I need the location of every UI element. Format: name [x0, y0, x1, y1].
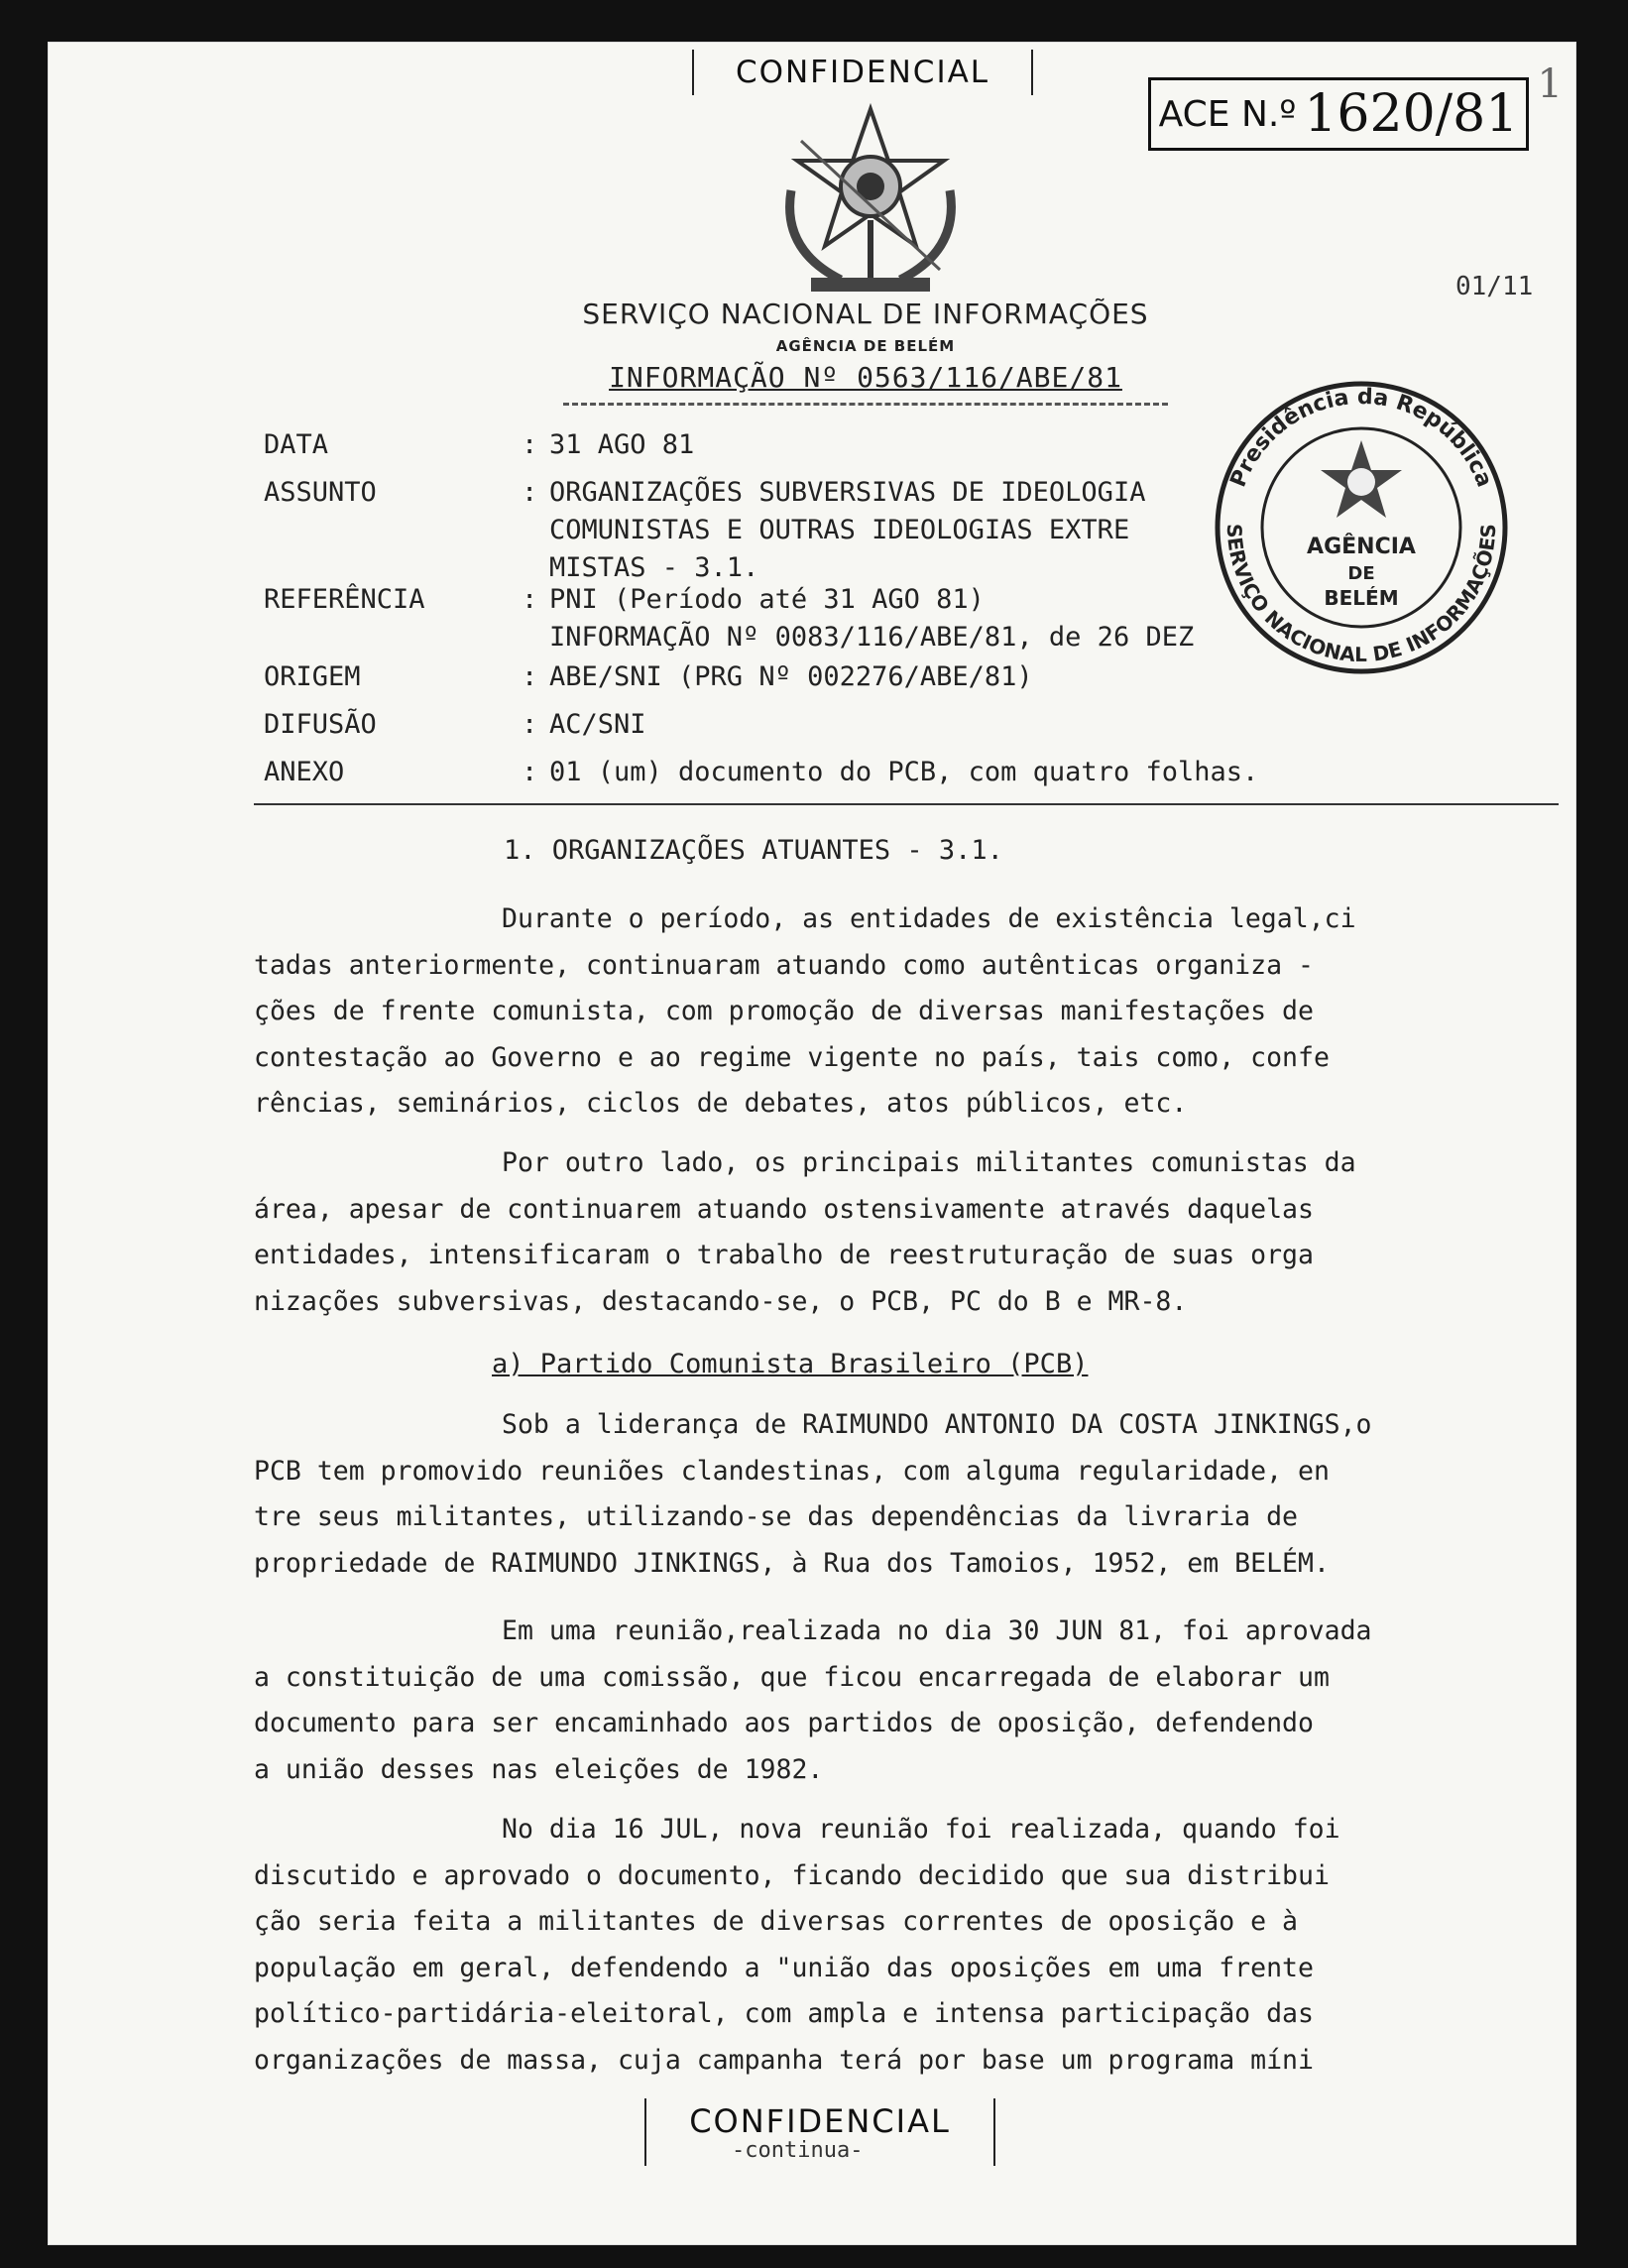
document-page [48, 42, 1576, 2245]
agency-stamp [1198, 379, 1525, 676]
ace-number-box [1148, 77, 1529, 151]
page-number: 01/11 [1455, 272, 1534, 301]
para-line: contestação ao Governo e ao regime vigente no país, tais como, confe [254, 1041, 1330, 1073]
meta-value: ABE/SNI (PRG Nº 002276/ABE/81) [549, 661, 1033, 692]
para-line: a constituição de uma comissão, que ficou encarregada de elaborar um [254, 1661, 1330, 1693]
para-line: área, apesar de continuarem atuando ostensivamente através daquelas [254, 1193, 1314, 1225]
stamp-center-line2: DE [1347, 563, 1375, 584]
stamp-emblem-icon [1321, 440, 1402, 518]
corner-mark: 1 [1537, 61, 1563, 107]
coat-of-arms-icon [761, 101, 980, 309]
classification-header: CONFIDENCIAL [692, 50, 1033, 95]
meta-colon: : [522, 584, 538, 615]
para-line: político-partidária-eleitoral, com ampla e intensa participação das [254, 1998, 1314, 2029]
continua-label: -continua- [732, 2138, 864, 2163]
paragraph-1 [254, 896, 1549, 1128]
para-line: Sob a liderança de RAIMUNDO ANTONIO DA COSTA JINKINGS,o [502, 1409, 1372, 1440]
para-line: Em uma reunião,realizada no dia 30 JUN 81, foi aprovada [502, 1615, 1372, 1646]
subheading-pcb: a) Partido Comunista Brasileiro (PCB) [492, 1349, 1089, 1379]
meta-colon: : [522, 757, 538, 787]
para-line: PCB tem promovido reuniões clandestinas, com alguma regularidade, en [254, 1455, 1330, 1487]
meta-value: 31 AGO 81 [549, 429, 695, 460]
para-line: nizações subversivas, destacando-se, o PCB, PC do B e MR-8. [254, 1285, 1188, 1317]
meta-label: DATA [264, 429, 329, 460]
para-line: ções de frente comunista, com promoção de diversas manifestações de [254, 996, 1314, 1026]
stamp-outer-bottom: SERVIÇO NACIONAL DE INFORMAÇÕES [1221, 523, 1501, 666]
para-line: rências, seminários, ciclos de debates, atos públicos, etc. [254, 1088, 1188, 1119]
stamp-outer-top: Presidência da República [1225, 384, 1497, 491]
section-title: 1. ORGANIZAÇÕES ATUANTES - 3.1. [504, 835, 1003, 866]
para-line: No dia 16 JUL, nova reunião foi realizada, quando foi [502, 1814, 1340, 1845]
meta-label: ASSUNTO [264, 477, 377, 508]
para-line: tadas anteriormente, continuaram atuando como autênticas organiza - [254, 949, 1314, 981]
stamp-center-line3: BELÉM [1324, 586, 1399, 610]
meta-value: AC/SNI [549, 709, 646, 740]
meta-label: DIFUSÃO [264, 709, 377, 740]
para-line: tre seus militantes, utilizando-se das dependências da livraria de [254, 1501, 1298, 1532]
paragraph-3 [254, 1402, 1549, 1587]
para-line: propriedade de RAIMUNDO JINKINGS, à Rua dos Tamoios, 1952, em BELÉM. [254, 1547, 1330, 1579]
para-line: a união desses nas eleições de 1982. [254, 1753, 824, 1785]
ace-number: 1620/81 [1304, 84, 1519, 144]
agency-name: AGÊNCIA DE BELÉM [775, 337, 956, 355]
info-number-underline [563, 403, 1168, 406]
separator-rule [254, 803, 1559, 805]
para-line: ção seria feita a militantes de diversas correntes de oposição e à [254, 1906, 1298, 1937]
meta-label: REFERÊNCIA [264, 584, 425, 615]
paragraph-4 [254, 1609, 1549, 1793]
classification-footer: CONFIDENCIAL [644, 2098, 995, 2166]
meta-colon: : [522, 709, 538, 740]
para-line: documento para ser encaminhado aos partidos de oposição, defendendo [254, 1708, 1314, 1738]
meta-colon: : [522, 429, 538, 460]
meta-label: ANEXO [264, 757, 345, 787]
para-line: entidades, intensificaram o trabalho de reestruturação de suas orga [254, 1240, 1314, 1270]
ace-label: ACE N.º [1158, 93, 1297, 135]
para-line: Por outro lado, os principais militantes comunistas da [502, 1147, 1356, 1178]
paragraph-2 [254, 1140, 1549, 1325]
info-number: INFORMAÇÃO Nº 0563/116/ABE/81 [609, 361, 1122, 394]
meta-value: PNI (Período até 31 AGO 81) INFORMAÇÃO Nº 0083/116/ABE/81, de 26 DEZ [549, 584, 1195, 653]
paragraph-5 [254, 1807, 1549, 2084]
para-line: organizações de massa, cuja campanha terá por base um programa míni [254, 2044, 1314, 2076]
meta-value: 01 (um) documento do PCB, com quatro folhas. [549, 757, 1259, 787]
para-line: Durante o período, as entidades de existência legal,ci [502, 903, 1356, 934]
meta-value: ORGANIZAÇÕES SUBVERSIVAS DE IDEOLOGIA COMUNISTAS E OUTRAS IDEOLOGIAS EXTRE MISTAS - 3.1. [549, 477, 1146, 583]
meta-label: ORIGEM [264, 661, 361, 692]
para-line: discutido e aprovado o documento, ficando decidido que sua distribui [254, 1859, 1330, 1891]
meta-colon: : [522, 477, 538, 508]
organization-name: SERVIÇO NACIONAL DE INFORMAÇÕES [582, 298, 1149, 330]
meta-colon: : [522, 661, 538, 692]
stamp-center-line1: AGÊNCIA [1307, 535, 1416, 559]
para-line: população em geral, defendendo a "união das oposições em uma frente [254, 1952, 1314, 1983]
